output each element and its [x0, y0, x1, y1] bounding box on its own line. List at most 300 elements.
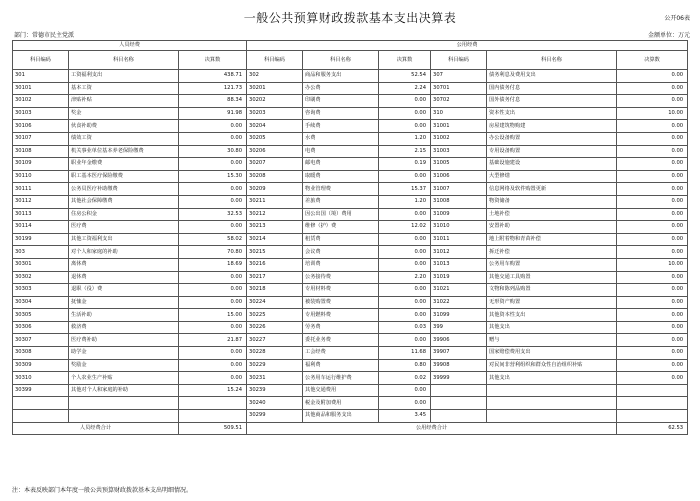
cell-name: 信息网络及软件购置更新	[487, 183, 617, 196]
cell-code: 30239	[247, 384, 303, 397]
cell-name: 国外债务付息	[487, 95, 617, 108]
table-row	[13, 397, 688, 410]
cell-amount	[617, 384, 688, 397]
cell-code	[431, 384, 487, 397]
cell-code: 31099	[431, 309, 487, 322]
cell-amount: 0.00	[179, 321, 247, 334]
cell-amount: 0.00	[379, 208, 431, 221]
cell-name: 其他交通费用	[303, 384, 379, 397]
cell-name: 资本性支出	[487, 107, 617, 120]
cell-code: 31001	[431, 120, 487, 133]
cell-amount: 0.00	[179, 195, 247, 208]
col-header-amount: 决算数	[179, 51, 247, 70]
cell-name: 职业年金缴费	[69, 158, 179, 171]
cell-code: 302	[247, 70, 303, 83]
cell-name: 津贴补贴	[69, 95, 179, 108]
cell-code: 30199	[13, 233, 69, 246]
totals-row	[13, 422, 688, 435]
cell-code: 30215	[247, 246, 303, 259]
cell-amount: 0.00	[617, 284, 688, 297]
cell-name: 公务用车运行维护费	[303, 372, 379, 385]
cell-name: 电费	[303, 145, 379, 158]
cell-amount: 0.00	[617, 233, 688, 246]
cell-amount: 0.00	[617, 70, 688, 83]
cell-name: 会议费	[303, 246, 379, 259]
cell-code: 30307	[13, 334, 69, 347]
cell-code: 30218	[247, 284, 303, 297]
table-row	[13, 271, 688, 284]
cell-amount: 0.00	[617, 246, 688, 259]
cell-amount: 0.19	[379, 158, 431, 171]
cell-name: 公务员医疗补助缴费	[69, 183, 179, 196]
cell-code: 30103	[13, 107, 69, 120]
cell-name: 大型修缮	[487, 170, 617, 183]
cell-code: 30202	[247, 95, 303, 108]
cell-amount: 0.00	[617, 82, 688, 95]
cell-code: 30101	[13, 82, 69, 95]
cell-code: 310	[431, 107, 487, 120]
cell-name: 被装购置费	[303, 296, 379, 309]
public-total-value: 62.53	[617, 422, 688, 435]
unit-label: 金额单位：万元	[647, 32, 690, 39]
table-row	[13, 120, 688, 133]
cell-amount: 0.00	[617, 271, 688, 284]
cell-name: 咨询费	[303, 107, 379, 120]
table-row	[13, 145, 688, 158]
col-header-code: 科目编码	[431, 51, 487, 70]
cell-code: 39999	[431, 372, 487, 385]
cell-amount: 0.00	[179, 359, 247, 372]
cell-code: 31008	[431, 195, 487, 208]
cell-code: 30226	[247, 321, 303, 334]
cell-amount: 18.69	[179, 258, 247, 271]
cell-code: 30229	[247, 359, 303, 372]
cell-name: 租赁费	[303, 233, 379, 246]
cell-amount: 0.02	[379, 372, 431, 385]
cell-name: 离休费	[69, 258, 179, 271]
cell-name: 手续费	[303, 120, 379, 133]
cell-code: 30102	[13, 95, 69, 108]
cell-amount: 0.00	[179, 372, 247, 385]
cell-code: 30211	[247, 195, 303, 208]
cell-amount: 0.00	[379, 258, 431, 271]
col-header-code: 科目编码	[247, 51, 303, 70]
cell-name: 公务用车购置	[487, 258, 617, 271]
cell-name: 税金及附加费用	[303, 397, 379, 410]
cell-code	[13, 397, 69, 410]
cell-name: 绩效工资	[69, 132, 179, 145]
cell-amount: 0.00	[617, 359, 688, 372]
cell-code: 30399	[13, 384, 69, 397]
cell-code: 30114	[13, 221, 69, 234]
cell-code: 30303	[13, 284, 69, 297]
cell-code: 31011	[431, 233, 487, 246]
table-row	[13, 221, 688, 234]
cell-amount: 0.00	[617, 132, 688, 145]
cell-amount: 0.00	[617, 334, 688, 347]
cell-code	[431, 410, 487, 423]
cell-amount: 15.00	[179, 309, 247, 322]
cell-name: 福利费	[303, 359, 379, 372]
cell-code: 30231	[247, 372, 303, 385]
col-header-name: 科目名称	[303, 51, 379, 70]
cell-amount: 70.80	[179, 246, 247, 259]
cell-code: 30106	[13, 120, 69, 133]
cell-amount: 0.00	[379, 95, 431, 108]
cell-code: 30207	[247, 158, 303, 171]
table-row	[13, 372, 688, 385]
cell-name: 培训费	[303, 258, 379, 271]
cell-amount: 10.00	[617, 107, 688, 120]
cell-name: 救济费	[69, 321, 179, 334]
cell-name: 工会经费	[303, 347, 379, 360]
cell-name: 印刷费	[303, 95, 379, 108]
col-header-code: 科目编码	[13, 51, 69, 70]
cell-name: 差旅费	[303, 195, 379, 208]
cell-amount: 0.00	[617, 145, 688, 158]
table-row	[13, 183, 688, 196]
cell-code: 30225	[247, 309, 303, 322]
column-header-row	[13, 51, 688, 70]
cell-amount: 0.00	[179, 271, 247, 284]
cell-amount: 0.00	[179, 158, 247, 171]
cell-amount: 2.24	[379, 82, 431, 95]
cell-code: 31005	[431, 158, 487, 171]
table-row	[13, 334, 688, 347]
cell-amount: 0.80	[379, 359, 431, 372]
cell-name: 因公出国（境）费用	[303, 208, 379, 221]
col-header-amount: 决算数	[379, 51, 431, 70]
cell-code: 30228	[247, 347, 303, 360]
table-row	[13, 321, 688, 334]
cell-name: 房屋建筑物购建	[487, 120, 617, 133]
cell-name: 对民间非营利组织和群众性自治组织补贴	[487, 359, 617, 372]
cell-name: 其他对个人和家庭的补助	[69, 384, 179, 397]
cell-name: 个人农业生产补贴	[69, 372, 179, 385]
cell-code: 30111	[13, 183, 69, 196]
cell-code	[13, 410, 69, 423]
cell-code: 30205	[247, 132, 303, 145]
cell-amount: 88.34	[179, 95, 247, 108]
cell-code: 30209	[247, 183, 303, 196]
cell-code: 30217	[247, 271, 303, 284]
cell-amount: 0.00	[617, 221, 688, 234]
cell-amount: 0.00	[617, 309, 688, 322]
cell-name: 抚恤金	[69, 296, 179, 309]
cell-name: 文物和陈列品购置	[487, 284, 617, 297]
cell-amount: 0.00	[617, 296, 688, 309]
cell-code: 30206	[247, 145, 303, 158]
cell-name: 专用材料费	[303, 284, 379, 297]
table-row	[13, 410, 688, 423]
cell-name	[487, 410, 617, 423]
cell-code: 31002	[431, 132, 487, 145]
cell-name: 奖金	[69, 107, 179, 120]
cell-amount: 12.02	[379, 221, 431, 234]
cell-amount: 0.00	[379, 334, 431, 347]
cell-code: 39907	[431, 347, 487, 360]
table-row	[13, 246, 688, 259]
cell-name: 其他商品和服务支出	[303, 410, 379, 423]
cell-amount: 0.00	[617, 208, 688, 221]
cell-name: 住房公积金	[69, 208, 179, 221]
cell-name: 基本工资	[69, 82, 179, 95]
cell-code: 31019	[431, 271, 487, 284]
expenditure-table	[12, 40, 688, 435]
cell-name: 拆迁补偿	[487, 246, 617, 259]
cell-code: 31009	[431, 208, 487, 221]
personnel-total-value: 509.51	[179, 422, 247, 435]
cell-code: 30702	[431, 95, 487, 108]
cell-amount: 0.00	[617, 158, 688, 171]
cell-name: 机关事业单位基本养老保险缴费	[69, 145, 179, 158]
cell-name: 水费	[303, 132, 379, 145]
cell-code: 30208	[247, 170, 303, 183]
table-row	[13, 95, 688, 108]
cell-name: 办公费	[303, 82, 379, 95]
cell-name: 伙食补助费	[69, 120, 179, 133]
cell-amount: 15.37	[379, 183, 431, 196]
cell-amount: 0.00	[617, 170, 688, 183]
cell-amount: 52.54	[379, 70, 431, 83]
cell-code: 31007	[431, 183, 487, 196]
cell-name: 地上附着物和青苗补偿	[487, 233, 617, 246]
cell-code: 30240	[247, 397, 303, 410]
cell-name	[487, 384, 617, 397]
cell-amount: 91.98	[179, 107, 247, 120]
cell-name: 其他交通工具购置	[487, 271, 617, 284]
cell-name: 其他资本性支出	[487, 309, 617, 322]
cell-code: 30306	[13, 321, 69, 334]
cell-amount: 0.00	[379, 397, 431, 410]
cell-code: 31022	[431, 296, 487, 309]
cell-amount: 2.20	[379, 271, 431, 284]
cell-name: 商品和服务支出	[303, 70, 379, 83]
cell-code: 30112	[13, 195, 69, 208]
cell-amount: 0.00	[179, 221, 247, 234]
cell-amount: 0.00	[379, 309, 431, 322]
cell-name: 退职（役）费	[69, 284, 179, 297]
cell-code: 31013	[431, 258, 487, 271]
cell-name: 工资福利支出	[69, 70, 179, 83]
cell-amount: 0.00	[179, 347, 247, 360]
cell-code: 30301	[13, 258, 69, 271]
cell-amount: 0.00	[379, 170, 431, 183]
cell-code: 30108	[13, 145, 69, 158]
cell-name: 赠与	[487, 334, 617, 347]
cell-amount: 0.00	[379, 384, 431, 397]
table-row	[13, 170, 688, 183]
cell-code: 30304	[13, 296, 69, 309]
cell-amount: 0.00	[179, 183, 247, 196]
table-row	[13, 359, 688, 372]
cell-amount	[179, 397, 247, 410]
cell-name: 基础设施建设	[487, 158, 617, 171]
cell-code: 31012	[431, 246, 487, 259]
cell-amount: 121.73	[179, 82, 247, 95]
cell-amount: 0.00	[379, 107, 431, 120]
cell-code: 39908	[431, 359, 487, 372]
cell-name: 医疗费补助	[69, 334, 179, 347]
table-row	[13, 284, 688, 297]
cell-code: 31010	[431, 221, 487, 234]
section-personnel: 人员经费	[13, 41, 247, 51]
col-header-name: 科目名称	[487, 51, 617, 70]
cell-name: 邮电费	[303, 158, 379, 171]
cell-code: 30204	[247, 120, 303, 133]
cell-amount: 15.24	[179, 384, 247, 397]
cell-amount: 0.00	[379, 284, 431, 297]
cell-name: 办公设备购置	[487, 132, 617, 145]
cell-code: 301	[13, 70, 69, 83]
cell-amount: 15.30	[179, 170, 247, 183]
cell-code: 30214	[247, 233, 303, 246]
table-row	[13, 82, 688, 95]
cell-name: 其他支出	[487, 321, 617, 334]
table-row	[13, 70, 688, 83]
department-label: 部门：常德市民主党派	[14, 32, 75, 39]
cell-amount: 1.20	[379, 132, 431, 145]
cell-amount: 0.00	[379, 233, 431, 246]
cell-code: 31006	[431, 170, 487, 183]
cell-code: 30308	[13, 347, 69, 360]
cell-code: 30113	[13, 208, 69, 221]
table-row	[13, 132, 688, 145]
table-row	[13, 233, 688, 246]
cell-name: 国内债务付息	[487, 82, 617, 95]
cell-name: 其他支出	[487, 372, 617, 385]
cell-name: 其他工资福利支出	[69, 233, 179, 246]
table-row	[13, 208, 688, 221]
cell-amount: 0.00	[617, 183, 688, 196]
cell-name: 国家赔偿费用支出	[487, 347, 617, 360]
cell-amount: 0.00	[617, 95, 688, 108]
footnote: 注：本表反映部门本年度一般公共预算财政拨款基本支出明细情况。	[12, 487, 193, 494]
cell-code: 30203	[247, 107, 303, 120]
cell-code: 30701	[431, 82, 487, 95]
cell-amount: 0.00	[617, 120, 688, 133]
cell-amount: 21.87	[179, 334, 247, 347]
table-row	[13, 309, 688, 322]
cell-amount: 0.00	[379, 296, 431, 309]
cell-code: 30224	[247, 296, 303, 309]
cell-name: 物业管理费	[303, 183, 379, 196]
cell-name	[487, 397, 617, 410]
cell-amount: 0.00	[379, 120, 431, 133]
cell-amount: 58.02	[179, 233, 247, 246]
col-header-name: 科目名称	[69, 51, 179, 70]
cell-amount	[617, 410, 688, 423]
cell-code: 30227	[247, 334, 303, 347]
cell-code: 30110	[13, 170, 69, 183]
table-row	[13, 158, 688, 171]
cell-amount: 0.00	[179, 284, 247, 297]
table-row	[13, 384, 688, 397]
cell-code	[431, 397, 487, 410]
cell-amount: 30.80	[179, 145, 247, 158]
cell-amount: 0.03	[379, 321, 431, 334]
table-row	[13, 258, 688, 271]
cell-code: 399	[431, 321, 487, 334]
cell-amount: 1.20	[379, 195, 431, 208]
col-header-amount: 决算数	[617, 51, 688, 70]
cell-code: 303	[13, 246, 69, 259]
cell-name: 土地补偿	[487, 208, 617, 221]
cell-amount: 0.00	[179, 296, 247, 309]
cell-amount: 0.00	[617, 321, 688, 334]
cell-name: 物资储备	[487, 195, 617, 208]
cell-code: 30201	[247, 82, 303, 95]
cell-amount: 3.45	[379, 410, 431, 423]
section-public: 公用经费	[247, 41, 688, 51]
cell-code: 30305	[13, 309, 69, 322]
cell-code: 30212	[247, 208, 303, 221]
cell-code: 31003	[431, 145, 487, 158]
cell-code: 30302	[13, 271, 69, 284]
cell-code: 31021	[431, 284, 487, 297]
cell-code: 30299	[247, 410, 303, 423]
cell-name: 债务利息及费用支出	[487, 70, 617, 83]
cell-amount: 11.68	[379, 347, 431, 360]
section-header-row	[13, 41, 688, 51]
cell-name: 取暖费	[303, 170, 379, 183]
cell-amount: 0.00	[179, 120, 247, 133]
table-row	[13, 195, 688, 208]
cell-name: 专用燃料费	[303, 309, 379, 322]
cell-name: 专用设备购置	[487, 145, 617, 158]
cell-name: 奖励金	[69, 359, 179, 372]
cell-code: 30107	[13, 132, 69, 145]
cell-name: 生活补助	[69, 309, 179, 322]
public-total-label: 公用经费合计	[247, 422, 617, 435]
table-row	[13, 107, 688, 120]
cell-amount: 0.00	[617, 195, 688, 208]
cell-amount: 2.15	[379, 145, 431, 158]
cell-amount: 438.71	[179, 70, 247, 83]
cell-amount: 0.00	[617, 347, 688, 360]
cell-name: 对个人和家庭的补助	[69, 246, 179, 259]
table-row	[13, 347, 688, 360]
cell-name: 安置补助	[487, 221, 617, 234]
cell-name: 其他社会保障缴费	[69, 195, 179, 208]
cell-amount	[179, 410, 247, 423]
cell-amount	[617, 397, 688, 410]
cell-name: 委托业务费	[303, 334, 379, 347]
table-row	[13, 296, 688, 309]
cell-code: 30109	[13, 158, 69, 171]
cell-name	[69, 410, 179, 423]
cell-code: 30309	[13, 359, 69, 372]
cell-amount: 0.00	[617, 372, 688, 385]
cell-code: 307	[431, 70, 487, 83]
cell-code: 30213	[247, 221, 303, 234]
form-code: 公开06表	[664, 15, 690, 22]
cell-amount: 0.00	[379, 246, 431, 259]
cell-code: 39906	[431, 334, 487, 347]
cell-name: 无形资产购置	[487, 296, 617, 309]
personnel-total-label: 人员经费合计	[13, 422, 179, 435]
cell-name: 职工基本医疗保险缴费	[69, 170, 179, 183]
cell-name: 退休费	[69, 271, 179, 284]
cell-amount: 32.53	[179, 208, 247, 221]
cell-amount: 0.00	[179, 132, 247, 145]
cell-name: 劳务费	[303, 321, 379, 334]
cell-name: 公务接待费	[303, 271, 379, 284]
cell-code: 30216	[247, 258, 303, 271]
cell-name	[69, 397, 179, 410]
cell-code: 30310	[13, 372, 69, 385]
cell-amount: 10.00	[617, 258, 688, 271]
